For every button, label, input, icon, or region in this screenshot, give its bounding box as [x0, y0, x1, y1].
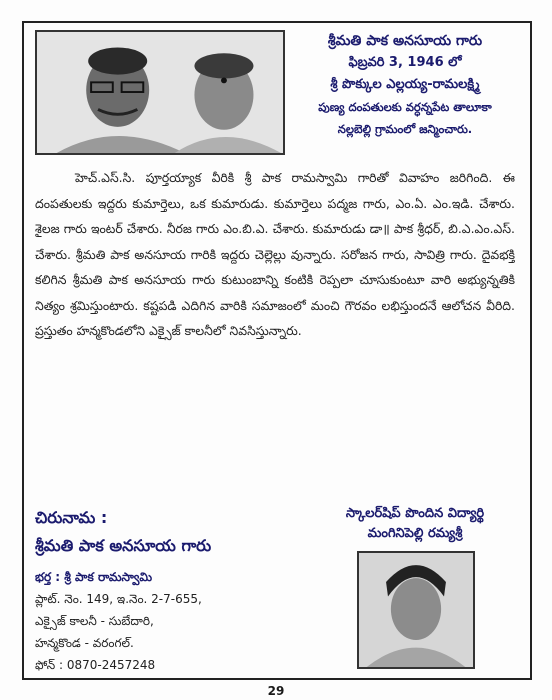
address-line-3: హన్మకొండ - వరంగల్. [35, 636, 134, 650]
parents-names: శ్రీ పొక్కుల ఎల్లయ్య-రామలక్ష్మి [330, 77, 480, 92]
scholarship-student: మంగినిపెల్లి రమ్యశ్రీ [367, 526, 463, 541]
address-heading: చిరునామ : [35, 508, 108, 527]
page-number: 29 [267, 684, 285, 698]
address-phone: ఫోన్ : 0870-2457248 [35, 658, 156, 672]
scholarship-block [300, 504, 530, 544]
couple-photo [35, 30, 285, 155]
address-line-1: ప్లాట్. నెం. 149, ఇ.నెం. 2-7-655, [35, 592, 202, 606]
address-husband: భర్త : శ్రీ పాక రామస్వామి [35, 570, 153, 584]
address-line-2: ఎక్సైజ్ కాలనీ - సుబేదారి, [35, 614, 154, 628]
birth-date: ఫిబ్రవరి 3, 1946 లో [348, 55, 462, 70]
biography-paragraph: హెచ్.ఎస్.సి. పూర్తయ్యాక వీరికి శ్రీ పాక రామస్వామి గారితో వివాహం జరిగింది. ఈ దంపతులకు ఇద్దరు కుమార్తెలు, ఒక కుమారుడు. కుమార్తెలు పద్మజ గారు, ఎం.ఏ. ఎం.ఇడి. చేశారు. శైలజ గారు ఇంటర్ చేశారు. నీరజ గారు ఎం.బి.ఎ. చేశారు. కుమారుడు డా॥ పాక శ్రీధర్, బి.ఎ.ఎం.ఎస్. చేశారు. శ్రీమతి పాక అనసూయ గారికి ఇద్దరు చెల్లెల్లు వున్నారు. సరోజన గారు, సావిత్రి గారు. దైవభక్తి కలిగిన శ్రీమతి పాక అనసూయ గారు కుటుంబాన్ని కంటికి రెప్పలా చూసుకుంటూ వారి అభ్యున్నతికి నిత్యం శ్రమిస్తుంటారు. కష్టపడి ఎదిగిన వారికి సమాజంలో మంచి గౌరవం లభిస్తుందనే ఆలోచన వీరిది. ప్రస్తుతం హన్మకొండలోని ఎక్సైజ్ కాలనీలో నివసిస్తున్నారు. [35, 170, 515, 338]
scholarship-label: స్కాలర్‌షిప్ పొందిన విద్యార్థి [345, 506, 485, 521]
address-block [35, 566, 202, 676]
address-name: శ్రీమతి పాక అనసూయ గారు [35, 536, 212, 555]
student-photo [357, 551, 475, 669]
birth-line-2: నల్లబెల్లి గ్రామంలో జన్మించారు. [337, 122, 473, 136]
header-block [290, 30, 520, 140]
subject-name: శ్రీమతి పాక అనసూయ గారు [327, 33, 483, 49]
birth-line-1: పుణ్య దంపతులకు వర్ధన్నపేట తాలూకా [318, 100, 492, 114]
